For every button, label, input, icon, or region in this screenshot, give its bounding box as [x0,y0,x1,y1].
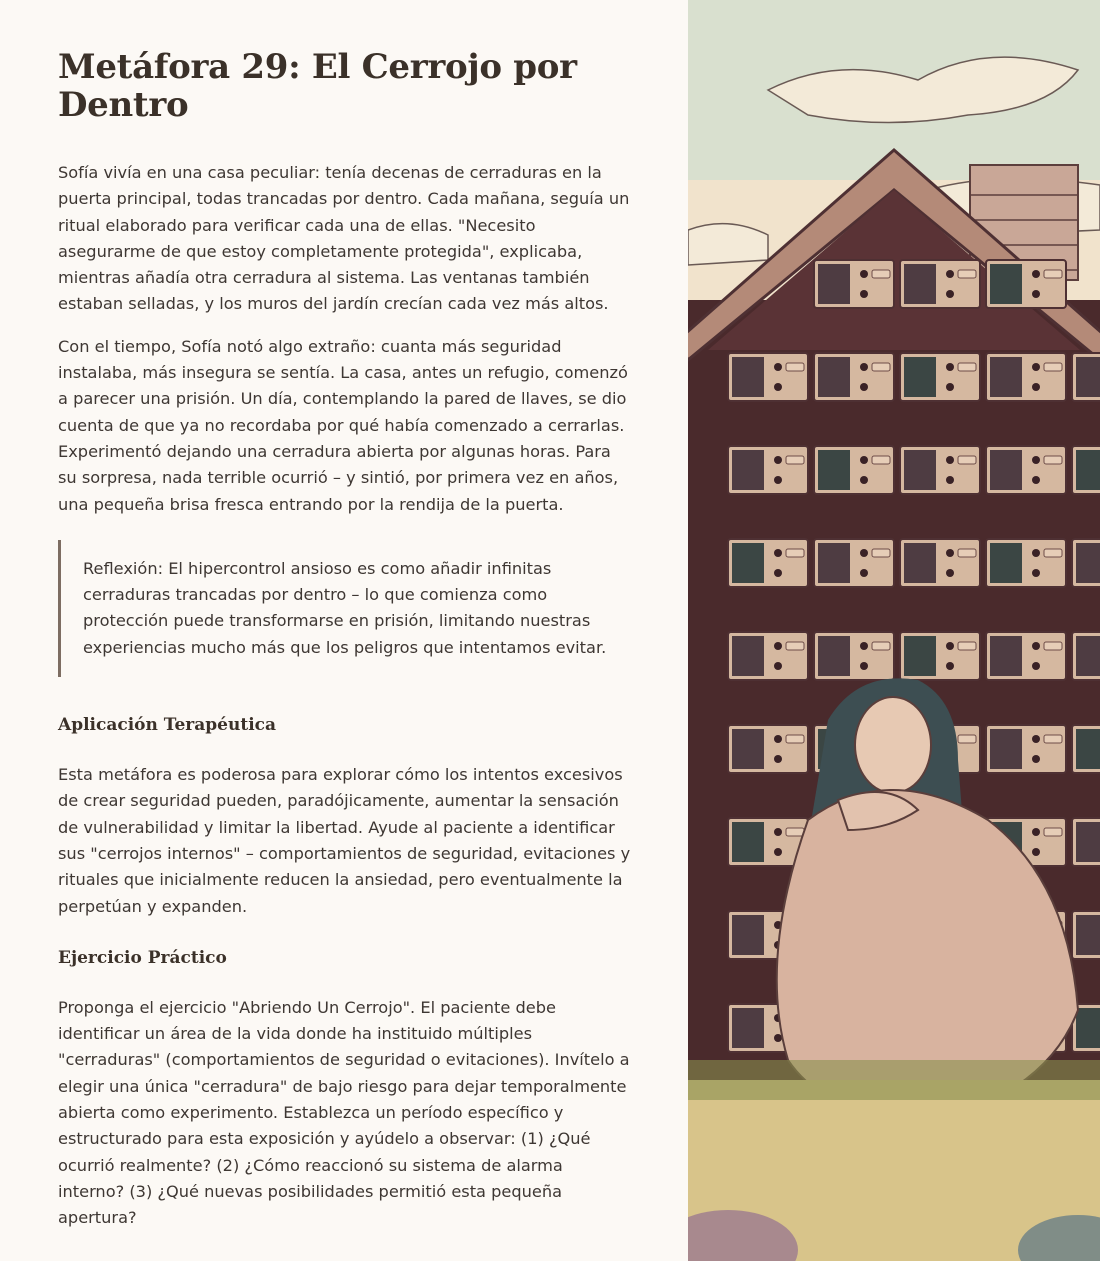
lock-keyhole [946,456,954,464]
lock-panel [1076,822,1100,862]
lock-panel [732,543,764,583]
lock-panel [732,357,764,397]
lock-latch [958,549,976,557]
lock-latch [786,735,804,743]
lock-keyhole [774,642,782,650]
lock-latch [786,456,804,464]
lock-panel [990,357,1022,397]
lock-keyhole [946,569,954,577]
lock-keyhole [774,549,782,557]
lock-latch [872,456,890,464]
lock-keyhole [860,549,868,557]
lock-keyhole [860,476,868,484]
lock-panel [732,729,764,769]
lock-latch [1044,549,1062,557]
lock-keyhole [946,476,954,484]
therapeutic-paragraph: Esta metáfora es poderosa para explorar cómo los intentos excesivos de crear seguridad pueden, paradójicamente, aumentar la sensación de vulnerabilidad y limitar la libertad. Ayude al paciente a identificar sus "cerrojos internos" – comportamientos de seguridad, evitaciones y rituales que inicialmente reducen la ansiedad, pero eventualmente la perpetúan y expanden. [58,765,631,916]
lock-keyhole [774,383,782,391]
lock-panel [732,450,764,490]
lock-panel [1076,543,1100,583]
lock-keyhole [1032,290,1040,298]
lock-keyhole [860,383,868,391]
lock-latch [872,270,890,278]
lock-panel [904,543,936,583]
lock-panel [990,729,1022,769]
lock-panel [1076,1008,1100,1048]
lock-panel [990,543,1022,583]
house-of-locks-illustration [688,0,1100,1261]
lock-keyhole [774,662,782,670]
lock-keyhole [1032,363,1040,371]
lock-keyhole [1032,569,1040,577]
lock-panel [818,636,850,676]
lock-keyhole [774,476,782,484]
lock-latch [958,735,976,743]
lock-keyhole [860,642,868,650]
lock-panel [1076,357,1100,397]
story-paragraph-2: Con el tiempo, Sofía notó algo extraño: cuanta más seguridad instalaba, más insegura se sentía. La casa, antes un refugio, comenzó a parecer una prisión. Un día, contemplando la pared de llaves, se dio cuenta de que ya no recordaba por qué había comenzado a cerrarlas. Experimentó dejando una cerradura abierta por algunas horas. Para su sorpresa, nada terrible ocurrió – y sintió, por primera vez en años, una pequeña brisa fresca entrando por la rendija de la puerta. [58,336,628,514]
lock-keyhole [774,456,782,464]
story-paragraph-1: Sofía vivía en una casa peculiar: tenía decenas de cerraduras en la puerta principal, todas trancadas por dentro. Cada mañana, seguía un ritual elaborado para verificar cada una de ellas. "Necesito asegurarme de que estoy completamente protegida", explicaba, mientras añadía otra cerradura al sistema. Las ventanas también estaban selladas, y los muros del jardín crecían cada vez más altos. [58,163,630,314]
lock-keyhole [1032,549,1040,557]
section-heading-therapeutic: Aplicación Terapéutica [58,715,277,736]
lock-keyhole [946,363,954,371]
lock-keyhole [946,662,954,670]
lock-keyhole [860,569,868,577]
lock-panel [732,915,764,955]
lock-latch [1044,363,1062,371]
lock-keyhole [946,383,954,391]
lock-latch [958,270,976,278]
section-heading-exercise: Ejercicio Práctico [58,947,227,968]
lock-panel [1076,729,1100,769]
woman-face [855,697,931,793]
lock-keyhole [1032,735,1040,743]
lock-panel [990,636,1022,676]
page-title: Metáfora 29: El Cerrojo por Dentro [58,47,577,125]
lock-keyhole [1032,828,1040,836]
exercise-paragraph: Proponga el ejercicio "Abriendo Un Cerrojo". El paciente debe identificar un área de la vida donde ha instituido múltiples "cerraduras" (comportamientos de seguridad o evitaciones). Invítelo a elegir una única "cerradura" de bajo riesgo para dejar temporalmente abierta como experimento. Establezca un período específico y estructurado para esta exposición y ayúdelo a observar: (1) ¿Qué ocurrió realmente? (2) ¿Cómo reaccionó su sistema de alarma interno? (3) ¿Qué nuevas posibilidades permitió esta pequeña apertura? [58,997,630,1228]
lock-panel [732,1008,764,1048]
lock-latch [786,549,804,557]
lock-latch [1044,456,1062,464]
lock-panel [904,357,936,397]
lock-keyhole [774,1034,782,1042]
lock-panel [904,450,936,490]
lock-latch [958,642,976,650]
lock-keyhole [1032,642,1040,650]
illustration-panel [688,0,1100,1261]
lock-panel [904,264,936,304]
lock-keyhole [774,735,782,743]
lock-keyhole [946,549,954,557]
cloud [688,224,768,265]
lock-keyhole [860,290,868,298]
reflection-blockquote [58,540,632,677]
lock-keyhole [1032,456,1040,464]
lock-panel [818,543,850,583]
reflection-text: Reflexión: El hipercontrol ansioso es como añadir infinitas cerraduras trancadas por dentro – lo que comienza como protección puede transformarse en prisión, limitando nuestras experiencias mucho más que los peligros que intentamos evitar. [83,558,607,657]
lock-latch [786,363,804,371]
lock-latch [872,642,890,650]
lock-keyhole [774,755,782,763]
lock-panel [990,264,1022,304]
lock-panel [818,357,850,397]
lock-keyhole [1032,848,1040,856]
lock-keyhole [774,569,782,577]
lock-keyhole [774,828,782,836]
lock-panel [990,450,1022,490]
lock-keyhole [1032,270,1040,278]
lock-keyhole [860,662,868,670]
lock-keyhole [1032,383,1040,391]
lock-latch [958,363,976,371]
lock-keyhole [1032,662,1040,670]
lock-latch [1044,735,1062,743]
lock-keyhole [860,456,868,464]
lock-keyhole [774,363,782,371]
lock-latch [872,363,890,371]
lock-keyhole [860,363,868,371]
lock-panel [818,264,850,304]
lock-latch [872,549,890,557]
lock-panel [732,636,764,676]
lock-panel [1076,636,1100,676]
lock-keyhole [1032,476,1040,484]
lock-panel [818,450,850,490]
lock-keyhole [946,290,954,298]
lock-latch [1044,642,1062,650]
lock-latch [1044,270,1062,278]
lock-keyhole [1032,755,1040,763]
lock-latch [958,456,976,464]
lock-keyhole [774,848,782,856]
lock-keyhole [946,270,954,278]
grass-shadow [688,1060,1100,1100]
lock-keyhole [946,642,954,650]
lock-panel [904,636,936,676]
lock-panel [1076,450,1100,490]
lock-panel [1076,915,1100,955]
lock-latch [1044,828,1062,836]
lock-latch [786,828,804,836]
lock-latch [786,642,804,650]
lock-panel [732,822,764,862]
lock-keyhole [860,270,868,278]
